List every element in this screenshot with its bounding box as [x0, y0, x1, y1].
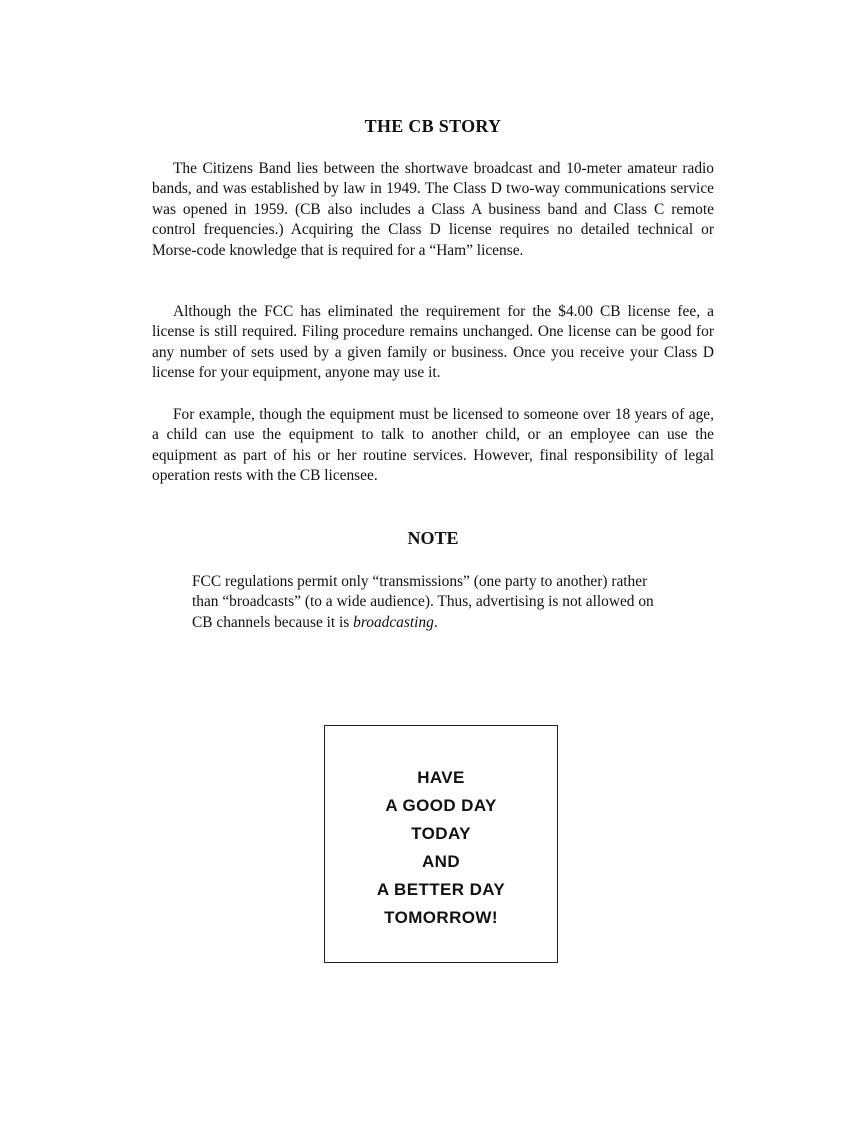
motto-line: HAVE [417, 768, 465, 787]
note-emphasis: broadcasting [353, 613, 434, 631]
paragraph-license-fee: Although the FCC has eliminated the requirement for the $4.00 CB license fee, a license is still required. Filing procedure remains unchanged. One license can be good for any number of sets used by a given family or business. Once you receive your Class D license for your equipment, anyone may use it. [152, 303, 714, 382]
motto-line: A GOOD DAY [385, 796, 497, 815]
note-text [192, 572, 672, 633]
motto-box [324, 725, 558, 963]
motto-line: TOMORROW! [384, 908, 498, 927]
motto-line: AND [421, 852, 461, 871]
note-heading: NOTE [407, 528, 459, 548]
motto-line: TODAY [411, 824, 471, 843]
paragraph-example: For example, though the equipment must be licensed to someone over 18 years of age, a child can use the equipment to talk to another child, or an employee can use the equipment as part of his or her routine services. However, final responsibility of legal operation rests with the CB licensee. [152, 406, 714, 485]
note-end: . [433, 613, 438, 631]
motto-lines [325, 764, 557, 932]
note-body: FCC regulations permit only “transmissions” (one party to another) rather than “broadcasts” (to a wide audience). Thus, advertising is not allowed on CB channels because it is [192, 573, 654, 631]
motto-line: A BETTER DAY [376, 880, 506, 899]
page-title: THE CB STORY [364, 116, 502, 136]
paragraph-citizens-band: The Citizens Band lies between the shortwave broadcast and 10-meter amateur radio bands, and was established by law in 1949. The Class D two-way communications service was opened in 1959. (CB also includes a Class A business band and Class C remote control frequencies.) Acquiring the Class D license requires no detailed technical or Morse-code knowledge that is required for a “Ham” license. [152, 160, 714, 259]
